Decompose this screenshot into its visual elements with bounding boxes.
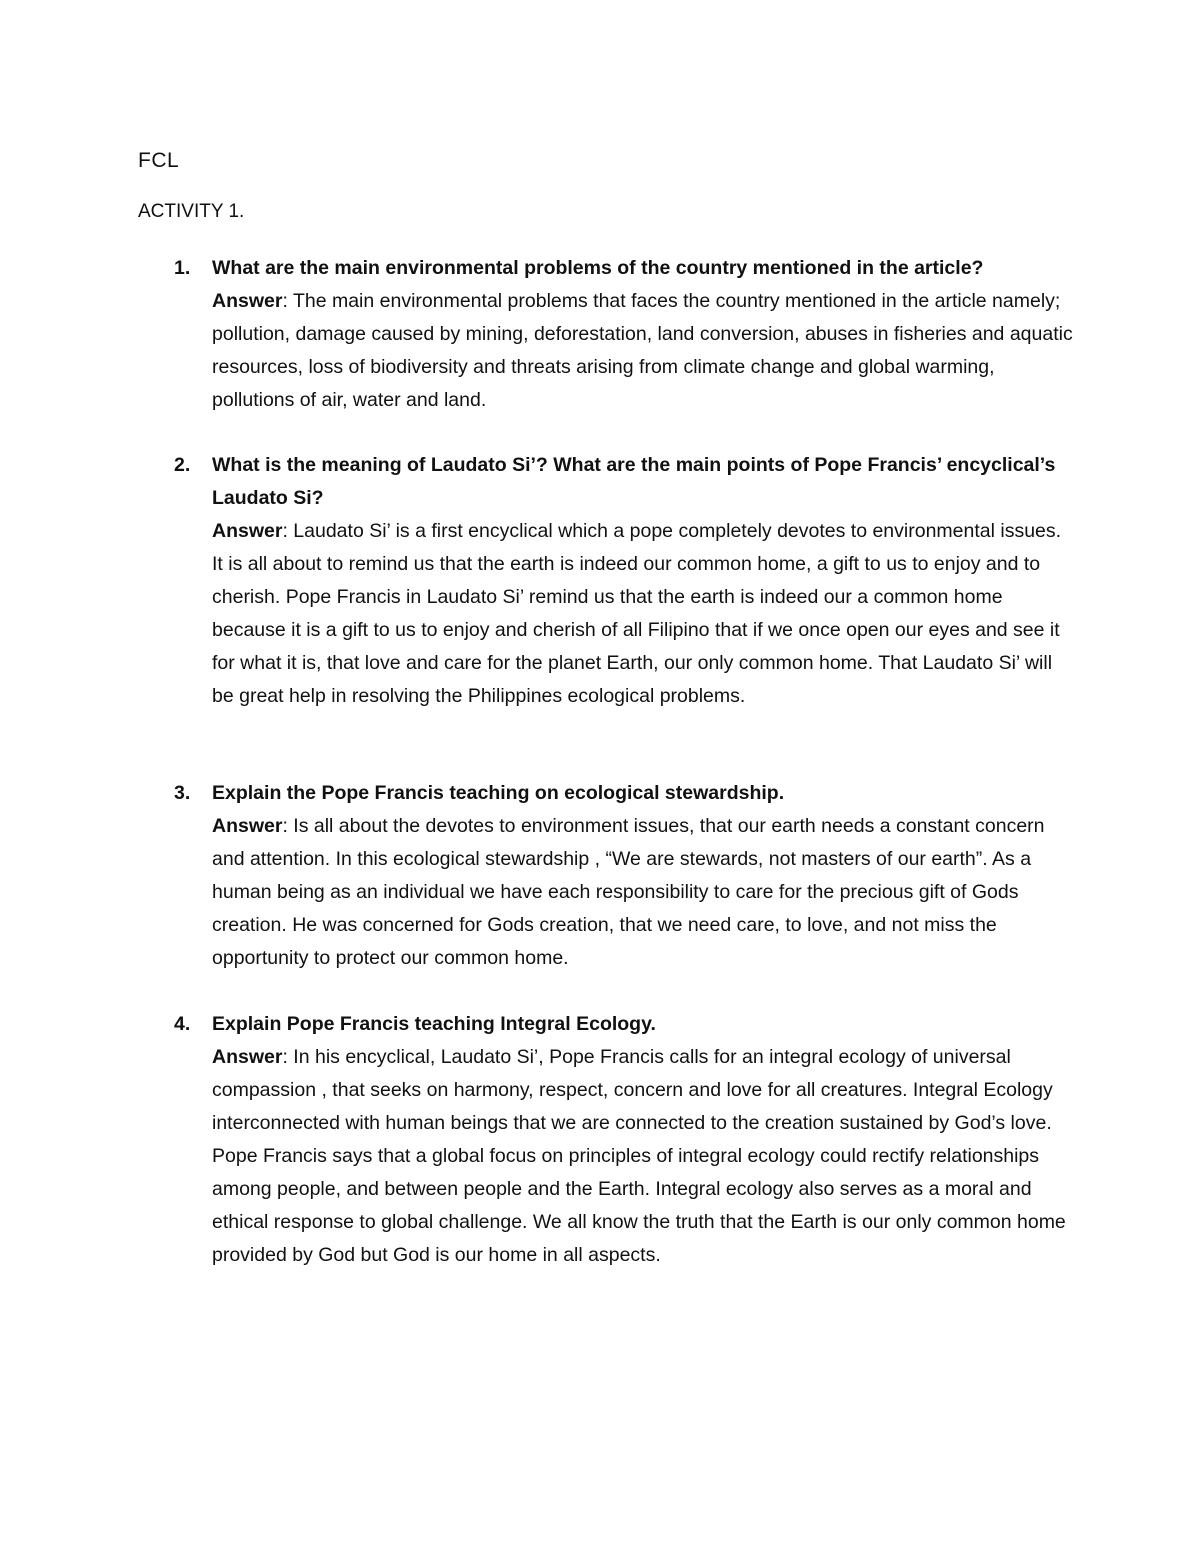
question-text: Explain Pope Francis teaching Integral Ecology. [212, 1013, 656, 1035]
answer-label: Answer [212, 290, 283, 312]
question-number: 2. [174, 454, 191, 476]
answer-content: The main environmental problems that faces the country mentioned in the article namely; pollution, damage caused by mining, deforestation, land conversion, abuses in fisheries and aquatic resources, loss of biodiversity and threats arising from climate change and global warming, pollutions of air, water and land. [212, 290, 1073, 411]
question-text: What is the meaning of Laudato Si’? What are the main points of Pope Francis’ encyclical’s Laudato Si? [212, 454, 1056, 509]
question-body [212, 252, 1074, 417]
answer-text: Answer: Laudato Si’ is a first encyclical which a pope completely devotes to environmental issues. It is all about to remind us that the earth is indeed our common home, a gift to us to enjoy and to cherish. Pope Francis in Laudato Si’ remind us that the earth is indeed our a common home because it is a gift to us to enjoy and cherish of all Filipino that if we once open our eyes and see it for what it is, that love and care for the planet Earth, our only common home. That Laudato Si’ will be great help in resolving the Philippines ecological problems. [212, 520, 1062, 707]
question-body [212, 777, 1074, 975]
question-item-2 [174, 449, 1074, 713]
answer-label: Answer [212, 815, 283, 837]
answer-text: Answer: Is all about the devotes to environment issues, that our earth needs a constant concern and attention. In this ecological stewardship , “We are stewards, not masters of our earth”. As a human being as an individual we have each responsibility to care for the precious gift of Gods creation. He was concerned for Gods creation, that we need care, to love, and not miss the opportunity to protect our common home. [212, 815, 1045, 969]
question-body [212, 1008, 1074, 1272]
question-number: 4. [174, 1013, 191, 1035]
question-text: What are the main environmental problems of the country mentioned in the article? [212, 257, 984, 279]
answer-content: In his encyclical, Laudato Si’, Pope Francis calls for an integral ecology of universal compassion , that seeks on harmony, respect, concern and love for all creatures. Integral Ecology interconnected with human beings that we are connected to the creation sustained by God’s love. Pope Francis says that a global focus on principles of integral ecology could rectify relationships among people, and between people and the Earth. Integral ecology also serves as a moral and ethical response to global challenge. We all know the truth that the Earth is our only common home provided by God but God is our home in all aspects. [212, 1046, 1066, 1266]
question-text: Explain the Pope Francis teaching on ecological stewardship. [212, 782, 785, 804]
question-number: 3. [174, 782, 191, 804]
answer-content: Laudato Si’ is a first encyclical which a pope completely devotes to environmental issues. It is all about to remind us that the earth is indeed our common home, a gift to us to enjoy and to cherish. Pope Francis in Laudato Si’ remind us that the earth is indeed our a common home because it is a gift to us to enjoy and cherish of all Filipino that if we once open our eyes and see it for what it is, that love and care for the planet Earth, our only common home. That Laudato Si’ will be great help in resolving the Philippines ecological problems. [212, 520, 1062, 707]
question-item-1 [174, 252, 1074, 417]
answer-label: Answer [212, 520, 283, 542]
answer-text: Answer: In his encyclical, Laudato Si’, Pope Francis calls for an integral ecology of universal compassion , that seeks on harmony, respect, concern and love for all creatures. Integral Ecology interconnected with human beings that we are connected to the creation sustained by God’s love. Pope Francis says that a global focus on principles of integral ecology could rectify relationships among people, and between people and the Earth. Integral ecology also serves as a moral and ethical response to global challenge. We all know the truth that the Earth is our only common home provided by God but God is our home in all aspects. [212, 1046, 1066, 1266]
question-number: 1. [174, 257, 191, 279]
question-body [212, 449, 1074, 713]
document-title: FCL [138, 149, 180, 172]
question-item-3 [174, 777, 1074, 975]
answer-content: Is all about the devotes to environment issues, that our earth needs a constant concern and attention. In this ecological stewardship , “We are stewards, not masters of our earth”. As a human being as an individual we have each responsibility to care for the precious gift of Gods creation. He was concerned for Gods creation, that we need care, to love, and not miss the opportunity to protect our common home. [212, 815, 1045, 969]
answer-label: Answer [212, 1046, 283, 1068]
question-item-4 [174, 1008, 1074, 1272]
activity-heading: ACTIVITY 1. [138, 201, 245, 222]
answer-text: Answer: The main environmental problems that faces the country mentioned in the article namely; pollution, damage caused by mining, deforestation, land conversion, abuses in fisheries and aquatic resources, loss of biodiversity and threats arising from climate change and global warming, pollutions of air, water and land. [212, 290, 1073, 411]
